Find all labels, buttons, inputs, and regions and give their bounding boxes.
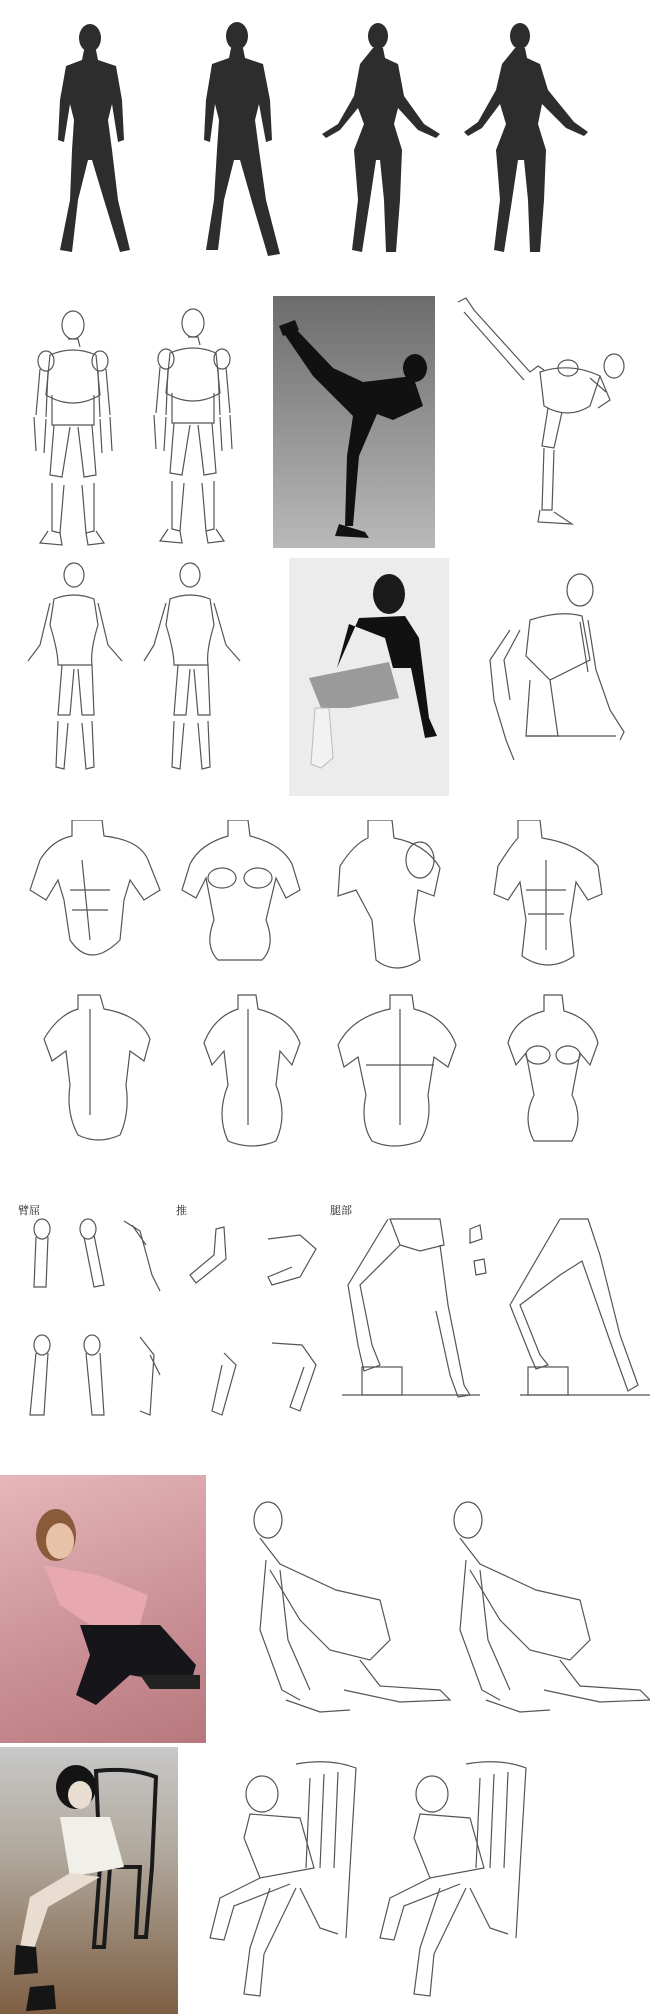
torso-male-front [30,820,160,955]
arm-bend-studies [30,1219,160,1415]
push-arm-studies [190,1227,316,1415]
torso-female-front [182,820,300,960]
silhouette-row [0,0,658,280]
limb-studies [0,1215,658,1455]
silhouette-female-1 [322,23,440,252]
leg-studies [342,1219,650,1397]
mannequin-male-front-2 [154,309,232,543]
mannequin-row-2 [0,555,260,785]
kneeling-sketch-2 [454,1502,650,1712]
label-arm-bend: 臂屈 [18,1204,40,1217]
photo-chair-pose [0,1747,178,2014]
mannequin-female-front-2 [144,563,240,769]
mannequin-female-front-1 [28,563,122,769]
photo-kneeling-woman [0,1475,206,1743]
photo-crouch-pose [289,558,449,796]
photo-ninja-kick [273,296,435,548]
chair-sketch-2 [380,1762,526,1996]
torso-male-three-quarter [338,820,440,968]
chair-sketches [200,1758,540,2008]
kneeling-figure [0,1475,206,1743]
label-leg: 腿部 [330,1204,352,1217]
kneeling-sketches [240,1490,650,1740]
label-push: 推 [176,1204,187,1217]
silhouette-male-1 [58,24,130,252]
crouch-figure [289,558,449,796]
torso-male-front-2 [494,820,602,965]
crouch-sketch [470,560,635,770]
kick-sketch [450,296,630,546]
ninja-figure [273,296,435,548]
silhouette-female-2 [464,23,588,252]
torso-male-back-2 [338,995,456,1146]
silhouette-male-2 [204,22,280,256]
mannequin-male-front-1 [34,311,112,545]
chair-figure [0,1747,178,2014]
torso-female-back [204,995,300,1146]
torso-studies [0,820,658,1150]
torso-male-back [44,995,150,1140]
torso-female-front-2 [508,995,598,1141]
kneeling-sketch-1 [254,1502,450,1712]
chair-sketch-1 [210,1762,356,1996]
